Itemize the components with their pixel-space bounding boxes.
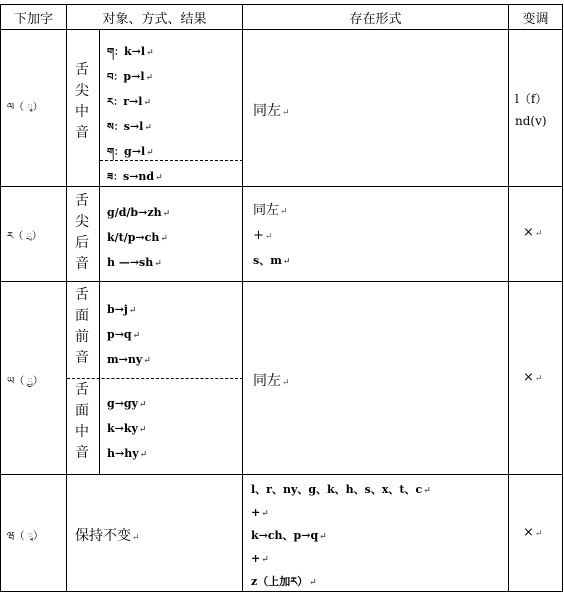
category-vertical-top: 舌 面 前 音: [75, 287, 89, 366]
rules-cell: [67, 187, 243, 282]
subscript-cell: [1, 475, 67, 592]
rule-item: ཟ：s→nd↵: [107, 170, 163, 183]
form-cell: [243, 282, 509, 475]
rule-item: ག：g→l↵: [107, 145, 154, 158]
rules-cell: [67, 475, 243, 592]
rule-item: k/t/p→ch↵: [107, 231, 168, 244]
header-row: [1, 5, 563, 30]
category-vertical: 舌 尖 后 音: [75, 193, 89, 272]
form-lines: l、r、ny、g、k、h、s、x、t、c↵ +↵ k→ch、p→q↵ +↵ z（上加ར）↵: [251, 483, 431, 588]
rule-item: g→gy↵: [107, 397, 147, 410]
form-cell: [243, 187, 509, 282]
inner-divider: [99, 30, 100, 187]
table-row: [1, 30, 563, 187]
tone-x: ×↵: [523, 525, 543, 540]
header-subscript: 下加字: [1, 5, 67, 30]
rule-list-top: [107, 298, 151, 373]
rule-list: [107, 40, 154, 165]
header-object-method-result: 对象、方式、结果: [67, 5, 243, 30]
tone-cell: [509, 282, 563, 475]
subscript-cell: [1, 187, 67, 282]
rule-item: h —→sh↵: [107, 256, 162, 269]
tone-cell: [509, 187, 563, 282]
tone-x: ×↵: [523, 225, 543, 240]
rule-item: b→j↵: [107, 303, 137, 316]
subscript-letter: ར（ ྲ）: [7, 231, 42, 242]
rules-cell: [67, 30, 243, 187]
form-lines: 同左↵ +↵ s、m↵: [253, 203, 291, 267]
rule-list: [107, 201, 170, 276]
rule-item: k→ky↵: [107, 422, 147, 435]
header-tone-change: 变调: [509, 5, 563, 30]
header-existence-form: 存在形式: [243, 5, 509, 30]
category-vertical-bottom: 舌 面 中 音: [75, 382, 89, 461]
tone-x: ×↵: [523, 370, 543, 385]
rule-item: m→ny↵: [107, 353, 151, 366]
rule-item: ག：k→l↵: [107, 45, 154, 58]
tone-cell: [509, 30, 563, 187]
rule-item: h→hy↵: [107, 447, 148, 460]
dashed-separator: [100, 160, 243, 161]
rules-cell: [67, 282, 243, 475]
table-row: [1, 475, 563, 592]
rule-item: ར：r→l↵: [107, 95, 151, 108]
subscript-letter: ལ（ ྭ）: [7, 102, 43, 113]
keep-unchanged-text: 保持不变↵: [75, 528, 140, 544]
table-row: [1, 187, 563, 282]
subscript-cell: [1, 30, 67, 187]
form-text: 同左↵: [253, 103, 290, 119]
inner-divider: [99, 187, 100, 282]
dashed-separator: [67, 378, 243, 379]
subscript-letter: ཡ（ ྱ）: [7, 376, 43, 387]
subscript-letter: ཝ（ ྭ）: [7, 531, 44, 542]
subscript-cell: [1, 282, 67, 475]
form-text: 同左↵: [253, 373, 290, 389]
rules-table: [0, 4, 563, 592]
tone-values: l（f） nd(v): [515, 92, 548, 128]
tone-cell: [509, 475, 563, 592]
rule-item: བ：p→l↵: [107, 70, 154, 83]
form-cell: [243, 475, 509, 592]
rule-item: g/d/b→zh↵: [107, 206, 171, 219]
rule-list-bottom: [107, 392, 147, 467]
form-cell: [243, 30, 509, 187]
rule-item: ས：s→l↵: [107, 120, 152, 133]
category-vertical: 舌 尖 中 音: [75, 62, 89, 141]
rule-item: p→q↵: [107, 328, 141, 341]
table-row: [1, 282, 563, 475]
